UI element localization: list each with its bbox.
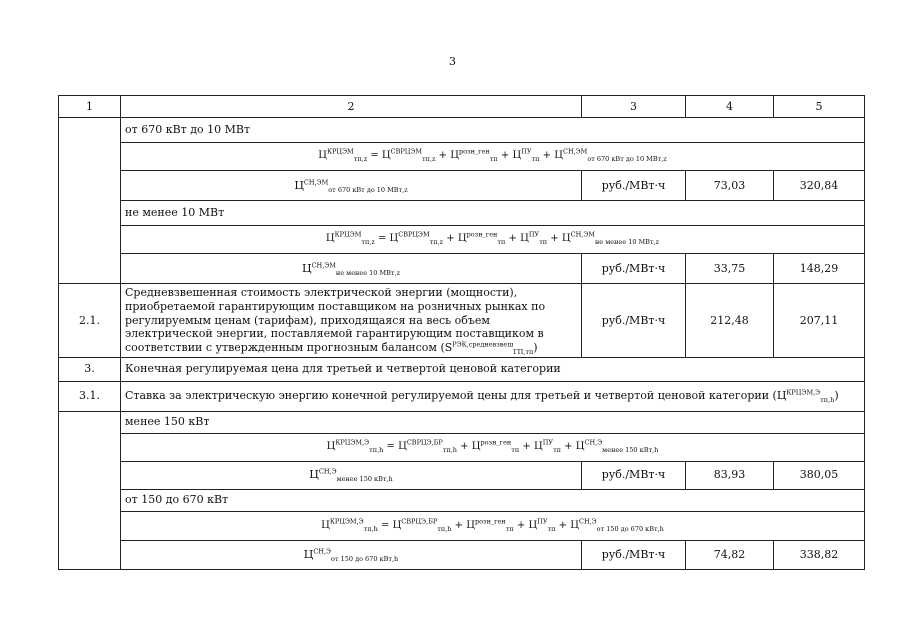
- header-col-2: 2: [121, 96, 582, 118]
- row-label: не менее 10 МВт: [121, 201, 865, 226]
- value-col5: 148,29: [774, 254, 865, 284]
- row-number-cell-empty: [59, 411, 121, 569]
- value-col5: 320,84: [774, 171, 865, 201]
- unit-cell: руб./МВт·ч: [582, 461, 686, 489]
- value-col4: 73,03: [686, 171, 774, 201]
- value-col5: 207,11: [774, 284, 865, 358]
- row-description: Конечная регулируемая цена для третьей и четвертой ценовой категории: [121, 357, 865, 381]
- table-row: [59, 489, 865, 511]
- unit-cell: руб./МВт·ч: [582, 171, 686, 201]
- unit-cell: руб./МВт·ч: [582, 254, 686, 284]
- value-col5: 380,05: [774, 461, 865, 489]
- header-col-5: 5: [774, 96, 865, 118]
- table-row: [59, 433, 865, 461]
- value-col4: 74,82: [686, 540, 774, 569]
- table-header-row: [59, 96, 865, 118]
- table-row: [59, 171, 865, 201]
- table-row: [59, 357, 865, 381]
- formula-cell: $Ц^{КРЦЭМ}_{тп,z} = Ц^{СВРЦЭМ}_{тп,z} + Ц^{розн\_ген}_{тп} + Ц^{ПУ}_{тп} + Ц^{СН,ЭМ}_{не менее 10 МВт,z}$: [121, 226, 865, 254]
- row-number: 2.1.: [59, 284, 121, 358]
- unit-cell: руб./МВт·ч: [582, 284, 686, 358]
- table-row: [59, 540, 865, 569]
- table-row: [59, 511, 865, 540]
- table-row: [59, 118, 865, 143]
- value-symbol: $Ц^{СН,ЭМ}_{не менее 10 МВт,z}$: [121, 254, 582, 284]
- table-row: [59, 461, 865, 489]
- row-description: Средневзвешенная стоимость электрической энергии (мощности), приобретаемой гарантирующим поставщиком на розничных рынках по регулируемым ценам (тарифам), приходящаяся на весь объем электрической энергии, поставляемой гарантирующим поставщиком в соответствии с утвержденным прогнозным балансом $(S^{РЭК,средневзвеш}_{ГП,тп})$: [121, 284, 582, 358]
- formula-cell: $Ц^{КРЦЭМ,Э}_{тп,h} = Ц^{СВРЦЭ,БР}_{тп,h} + Ц^{розн\_ген}_{тп} + Ц^{ПУ}_{тп} + Ц^{СН,Э}_{от 150 до 670 кВт,h}$: [121, 511, 865, 540]
- value-symbol: $Ц^{СН,Э}_{менее 150 кВт,h}$: [121, 461, 582, 489]
- value-col5: 338,82: [774, 540, 865, 569]
- table-row: [59, 411, 865, 433]
- row-label: от 150 до 670 кВт: [121, 489, 865, 511]
- table-row: [59, 226, 865, 254]
- row-label: менее 150 кВт: [121, 411, 865, 433]
- value-symbol: $Ц^{СН,Э}_{от 150 до 670 кВт,h}$: [121, 540, 582, 569]
- page-number: 3: [449, 55, 456, 68]
- row-number-cell-empty: [59, 118, 121, 284]
- value-col4: 212,48: [686, 284, 774, 358]
- value-col4: 83,93: [686, 461, 774, 489]
- row-label: от 670 кВт до 10 МВт: [121, 118, 865, 143]
- formula-cell: $Ц^{КРЦЭМ}_{тп,z} = Ц^{СВРЦЭМ}_{тп,z} + Ц^{розн\_ген}_{тп} + Ц^{ПУ}_{тп} + Ц^{СН,ЭМ}_{от 670 кВт до 10 МВт,z}$: [121, 143, 865, 171]
- tariff-table: [58, 95, 865, 570]
- table-row: [59, 254, 865, 284]
- unit-cell: руб./МВт·ч: [582, 540, 686, 569]
- table-row: [59, 381, 865, 411]
- row-number: 3.: [59, 357, 121, 381]
- row-description: Ставка за электрическую энергию конечной регулируемой цены для третьей и четвертой ценовой категории $(Ц^{КРЦЭМ,Э}_{тп,h})$: [121, 381, 865, 411]
- table-row: [59, 284, 865, 358]
- header-col-3: 3: [582, 96, 686, 118]
- header-col-4: 4: [686, 96, 774, 118]
- value-symbol: $Ц^{СН,ЭМ}_{от 670 кВт до 10 МВт,z}$: [121, 171, 582, 201]
- row-number: 3.1.: [59, 381, 121, 411]
- formula-cell: $Ц^{КРЦЭМ,Э}_{тп,h} = Ц^{СВРЦЭ,БР}_{тп,h} + Ц^{розн\_ген}_{тп} + Ц^{ПУ}_{тп} + Ц^{СН,Э}_{менее 150 кВт,h}$: [121, 433, 865, 461]
- table-row: [59, 143, 865, 171]
- header-col-1: 1: [59, 96, 121, 118]
- value-col4: 33,75: [686, 254, 774, 284]
- table-row: [59, 201, 865, 226]
